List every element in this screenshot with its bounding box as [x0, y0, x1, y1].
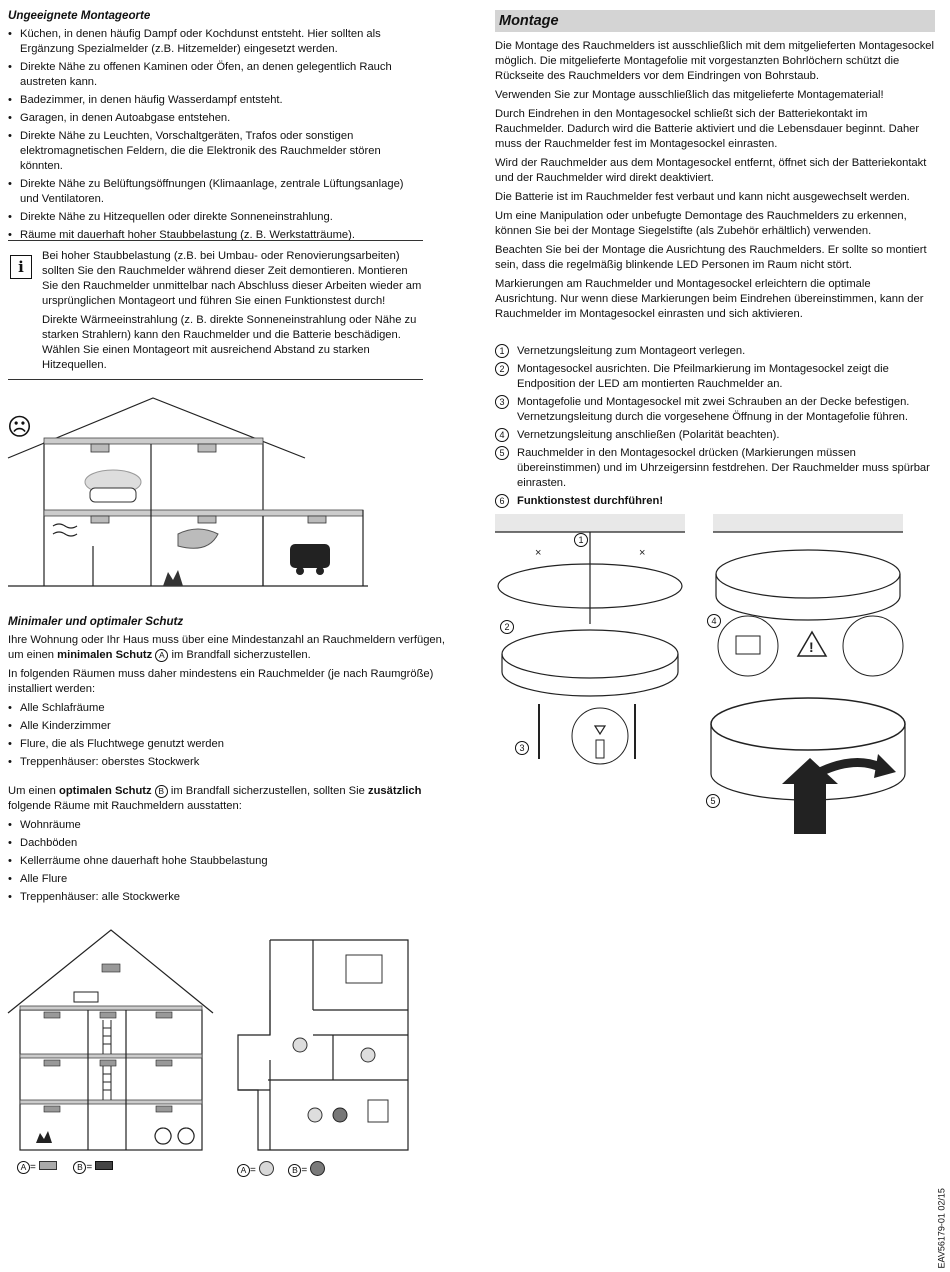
figure-label: 5 [706, 794, 720, 808]
marker-a-icon: A [17, 1161, 30, 1174]
detector-b-dot-icon [310, 1161, 325, 1176]
detector-icon [39, 1161, 57, 1170]
montage-paragraph: Durch Eindrehen in den Montagesockel schließt sich der Batteriekontakt im Rauchmelder. Dadurch wird die Batterie aktiviert und die Lebensdauer beginnt. Daher muss der Rauchmelder fest im Montagesockel einrasten. [495, 108, 920, 150]
protection-title: Minimaler und optimaler Schutz [8, 615, 184, 628]
svg-text:!: ! [809, 639, 814, 655]
list-item: • Direkte Nähe zu Leuchten, Vorschaltgeräten, Trafos oder sonstigen elektromagnetischen Feldern, die die Elektronik des Rauchmelder stören könnten. [8, 129, 423, 174]
left-column [8, 8, 423, 246]
list-item: • Räume mit dauerhaft hoher Staubbelastung (z. B. Werkstatträume). [8, 228, 423, 243]
list-item: • Direkte Nähe zu Belüftungsöffnungen (Klimaanlage, zentrale Lüftungsanlage) und Ventilatoren. [8, 177, 423, 207]
list-item: • Flure, die als Fluchtwege genutzt werden [8, 737, 453, 752]
info-icon: i [10, 255, 32, 279]
montage-paragraph: Um eine Manipulation oder unbefugte Demontage des Rauchmelders zu erkennen, können Sie bei der Montage Siegelstifte (als Zubehör erhältlich) verwenden. [495, 210, 907, 237]
step-item: 2 Montagesockel ausrichten. Die Pfeilmarkierung im Montagesockel zeigt die Endposition der LED am montierten Rauchmelder an. [495, 362, 935, 392]
optimal-list [8, 818, 453, 905]
list-item: • Alle Flure [8, 872, 453, 887]
montage-header: Montage [495, 10, 935, 32]
step-item: 1 Vernetzungsleitung zum Montageort verlegen. [495, 344, 935, 359]
step-item: 3 Montagefolie und Montagesockel mit zwei Schrauben an der Decke befestigen. Vernetzungsleitung durch die vorgesehene Öffnung in der Montagefolie führen. [495, 395, 935, 425]
list-item: • Küchen, in denen häufig Dampf oder Kochdunst entsteht. Hier sollten als Ergänzung Spezialmelder (z.B. Hitzemelder) eingesetzt werden. [8, 27, 423, 57]
montage-paragraph: Die Batterie ist im Rauchmelder fest verbaut und kann nicht ausgewechselt werden. [495, 191, 910, 203]
montage-paragraph: Verwenden Sie zur Montage ausschließlich das mitgelieferte Montagematerial! [495, 89, 884, 101]
protection-paragraph: Ihre Wohnung oder Ihr Haus muss über eine Mindestanzahl an Rauchmeldern verfügen, um einen minimalen Schutz A im Brandfall sicherzustellen. [8, 634, 445, 661]
marker-a-icon: A [155, 649, 168, 662]
montage-paragraph: Markierungen am Rauchmelder und Montagesockel erleichtern die optimale Ausrichtung. Nur wenn diese Markierungen beim Eindrehen übereinstimmen, kann der Rauchmelder im Montagesockel einrasten und sich aktivieren. [495, 278, 924, 320]
protection-paragraph: Um einen optimalen Schutz B im Brandfall sicherzustellen, sollten Sie zusätzlich folgende Räume mit Rauchmeldern ausstatten: [8, 785, 422, 812]
detector-icon [95, 1161, 113, 1170]
montage-paragraph: Beachten Sie bei der Montage die Ausrichtung des Rauchmelders. Er sollte so montiert sein, dass die regelmäßig blinkende LED Personen im Raum nicht stört. [495, 244, 927, 271]
svg-text:×: × [639, 547, 646, 559]
montage-paragraph: Wird der Rauchmelder aus dem Montagesockel entfernt, öffnet sich der Batteriekontakt und der Rauchmelder wird direkt deaktiviert. [495, 157, 927, 184]
list-item: • Alle Kinderzimmer [8, 719, 453, 734]
list-item: • Kellerräume ohne dauerhaft hohe Staubbelastung [8, 854, 453, 869]
step-item: 6 Funktionstest durchführen! [495, 494, 935, 509]
mounting-base-illustration [495, 514, 690, 779]
svg-text:×: × [535, 547, 542, 559]
list-item: • Wohnräume [8, 818, 453, 833]
list-item: • Alle Schlafräume [8, 701, 453, 716]
protection-paragraph: In folgenden Räumen muss daher mindestens ein Rauchmelder (je nach Raumgröße) installiert werden: [8, 668, 434, 695]
montage-paragraph: Die Montage des Rauchmelders ist ausschließlich mit dem mitgelieferten Montagesockel möglich. Die mitgelieferte Montagefolie mit vorgestanzten Bohrlöchern schützt die Rückseite des Rauchmelders vor dem Eindringen von Bohrstaub. [495, 40, 934, 82]
unsuitable-title: Ungeeignete Montageorte [8, 9, 151, 22]
list-item: • Dachböden [8, 836, 453, 851]
info-note [8, 240, 423, 380]
sad-face-icon: ☹ [7, 414, 33, 441]
legend-house: A = B = [17, 1161, 137, 1174]
list-item: • Direkte Nähe zu Hitzequellen oder direkte Sonneneinstrahlung. [8, 210, 423, 225]
marker-b-icon: B [288, 1164, 301, 1177]
list-item: • Treppenhäuser: oberstes Stockwerk [8, 755, 453, 770]
figure-label: 1 [574, 533, 588, 547]
protection-section [8, 614, 453, 908]
figure-label: 3 [515, 741, 529, 755]
floor-plan-illustration [238, 940, 410, 1155]
steps-list [495, 344, 935, 509]
list-item: • Garagen, in denen Autoabgase entstehen. [8, 111, 423, 126]
note-paragraph: Bei hoher Staubbelastung (z.B. bei Umbau- oder Renovierungsarbeiten) sollten Sie den Rauchmelder während dieser Zeit demontieren. Montieren Sie den Rauchmelder unmittelbar nach Abschluss dieser Arbeiten wieder am ursprünglichen Montageort und führen Sie einen Funktionstest durch! [42, 250, 422, 307]
right-column [495, 10, 935, 512]
marker-b-icon: B [73, 1161, 86, 1174]
step-item: 4 Vernetzungsleitung anschließen (Polarität beachten). [495, 428, 935, 443]
figure-label: 4 [707, 614, 721, 628]
step-item: 5 Rauchmelder in den Montagesockel drücken (Markierungen müssen übereinstimmen) und im Uhrzeigersinn festdrehen. Der Rauchmelder muss spürbar einrasten. [495, 446, 935, 491]
document-code: EAV56179-01 02/15 [936, 1188, 947, 1269]
minimal-list [8, 701, 453, 770]
note-paragraph: Direkte Wärmeeinstrahlung (z. B. direkte Sonneneinstrahlung oder Nähe zu starken Strahlern) kann den Rauchmelder und die Batterie beschädigen. Wählen Sie einen Montageort mit ausreichend Abstand zu starken Hitzequellen. [42, 314, 417, 371]
list-item: • Treppenhäuser: alle Stockwerke [8, 890, 453, 905]
figure-label: 2 [500, 620, 514, 634]
list-item: • Direkte Nähe zu offenen Kaminen oder Öfen, an denen gelegentlich Rauch austreten kann. [8, 60, 423, 90]
marker-b-icon: B [155, 785, 168, 798]
mounting-detector-illustration [708, 514, 908, 834]
detector-a-dot-icon [259, 1161, 274, 1176]
list-item: • Badezimmer, in denen häufig Wasserdampf entsteht. [8, 93, 423, 108]
legend-plan: A = B = [237, 1161, 357, 1177]
marker-a-icon: A [237, 1164, 250, 1177]
house-section-illustration [8, 928, 214, 1158]
unsuitable-house-illustration [8, 396, 368, 596]
unsuitable-list [8, 27, 423, 243]
